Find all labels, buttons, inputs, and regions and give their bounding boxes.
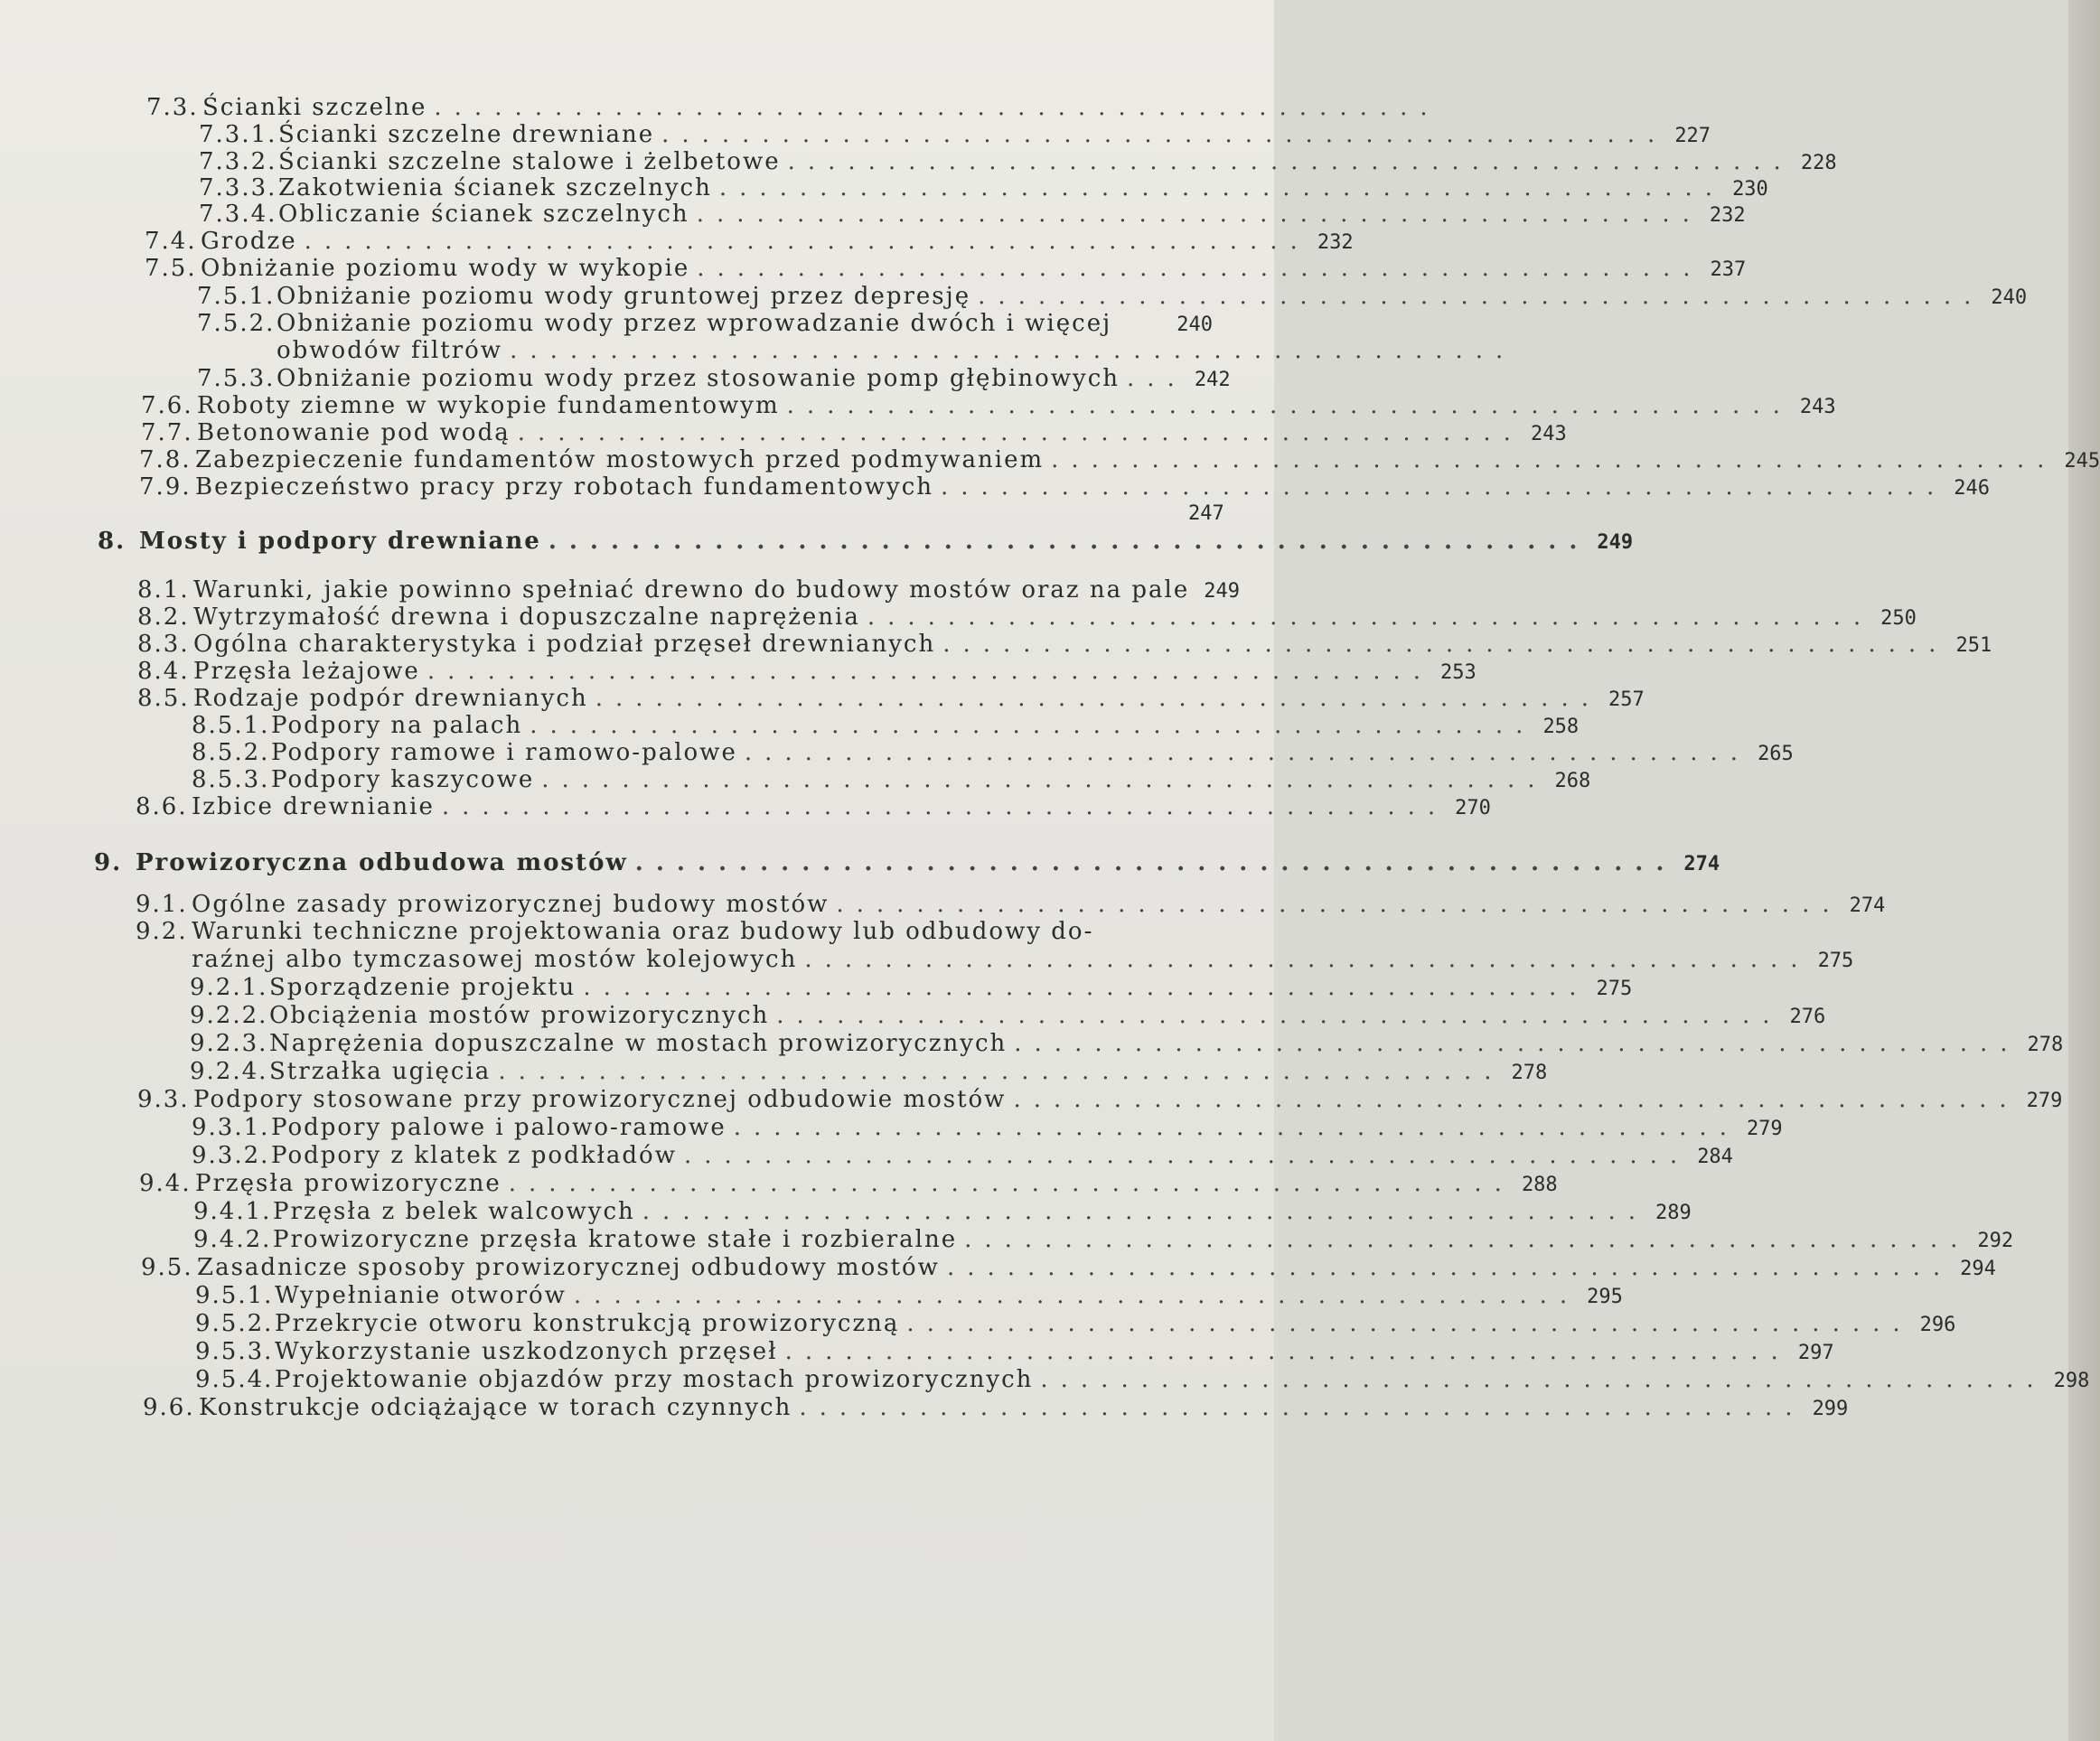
entry-number: 8.5.3.: [192, 766, 270, 793]
toc-entry: [139, 473, 1990, 502]
entry-title: Podpory na palach: [271, 712, 523, 739]
entry-number: 9.4.: [139, 1170, 192, 1197]
leader-dots: ..................................................: [595, 685, 1601, 712]
leader-dots: ..................................................: [517, 419, 1523, 446]
entry-number: 9.2.3.: [190, 1030, 268, 1057]
toc-entry: [195, 1338, 1834, 1367]
entry-title: Obniżanie poziomu wody przez stosowanie pomp głębinowych: [277, 365, 1120, 392]
page-number: 250: [1880, 607, 1917, 630]
toc-entry: [136, 891, 1886, 920]
chapter-title: Prowizoryczna odbudowa mostów: [136, 849, 628, 876]
entry-title: Betonowanie pod wodą: [197, 419, 511, 446]
entry-number: 9.4.2.: [193, 1226, 272, 1253]
leader-dots: ..................................................: [1051, 446, 2058, 473]
entry-number: 7.4.: [145, 228, 197, 255]
entry-number: 7.5.3.: [197, 365, 276, 392]
leader-dots: ..................................................: [733, 1114, 1739, 1141]
page-number: 230: [1732, 178, 1768, 201]
leader-dots: ..................................................: [867, 604, 1874, 631]
entry-number: 7.5.: [145, 255, 197, 282]
entry-number: 9.3.: [137, 1086, 190, 1113]
toc-entry: [195, 1282, 1623, 1311]
leader-dots: ..................................................: [510, 337, 1516, 364]
entry-number: 9.1.: [136, 891, 188, 918]
toc-entry: [136, 918, 1175, 945]
leader-dots: ..................................................: [508, 1170, 1514, 1197]
entry-title: Obniżanie poziomu wody gruntowej przez depresję: [277, 283, 971, 310]
page-number: 274: [1849, 894, 1886, 917]
entry-number: 7.9.: [139, 473, 192, 501]
page-number: 249: [1204, 580, 1240, 603]
leader-dots: ..................................................: [441, 793, 1448, 820]
entry-number: 8.3.: [137, 631, 190, 658]
leader-dots: ..................................................: [498, 1058, 1505, 1085]
entry-number: 7.3.: [146, 94, 199, 121]
entry-number: 8.5.1.: [192, 712, 270, 739]
page-number: 292: [1977, 1230, 2014, 1252]
entry-number: 9.5.2.: [195, 1310, 274, 1337]
toc-entry: [192, 1114, 1783, 1143]
leader-dots: ...: [1127, 365, 1187, 392]
leader-dots: ..................................................: [799, 1394, 1805, 1421]
entry-number: 7.3.4.: [199, 201, 277, 228]
toc-entry: [137, 604, 1917, 632]
page-number: 232: [1317, 231, 1354, 254]
page-number: 249: [1597, 531, 1634, 554]
entry-title: Przęsła z belek walcowych: [273, 1198, 635, 1225]
toc-entry: [190, 974, 1633, 1003]
page-number: 227: [1674, 125, 1711, 147]
leader-dots: ..................................................: [548, 528, 1590, 555]
chapter-number: 9.: [94, 849, 123, 876]
page-number: 275: [1817, 950, 1854, 972]
page-number: 243: [1530, 423, 1567, 445]
page-number: 243: [1799, 396, 1836, 418]
page-number: 299: [1812, 1398, 1849, 1420]
entry-title: Warunki techniczne projektowania oraz budowy lub odbudowy do-: [192, 918, 1094, 945]
toc-entry: [199, 174, 1768, 203]
leader-dots: ..................................................: [427, 658, 1434, 685]
entry-title: Podpory z klatek z podkładów: [271, 1142, 677, 1169]
entry-number: 9.5.4.: [195, 1366, 274, 1393]
entry-title: Bezpieczeństwo pracy przy robotach fundamentowych: [195, 473, 933, 501]
entry-number: 7.5.2.: [197, 310, 276, 337]
page-number: 278: [1511, 1062, 1548, 1084]
page-number: 288: [1521, 1174, 1558, 1196]
toc-entry: [190, 1030, 2064, 1059]
page-number: 240: [1991, 286, 2028, 309]
toc-entry: [199, 201, 1746, 229]
toc-entry: [139, 1170, 1558, 1199]
page-number: 257: [1608, 688, 1645, 711]
toc-entry: [141, 419, 1567, 448]
entry-title: obwodów filtrów: [277, 337, 503, 364]
toc-entry: [192, 1142, 1733, 1171]
page-number: 279: [2026, 1090, 2063, 1112]
entry-number: 9.4.1.: [193, 1198, 272, 1225]
leader-dots: ..................................................: [836, 891, 1842, 918]
toc-chapter: [98, 528, 1634, 557]
entry-title: Obliczanie ścianek szczelnych: [278, 201, 689, 228]
toc-entry: [137, 1086, 2063, 1115]
entry-title: Roboty ziemne w wykopie fundamentowym: [197, 392, 780, 419]
page-number: 284: [1697, 1146, 1733, 1168]
entry-title: Podpory kaszycowe: [271, 766, 535, 793]
toc-entry: [137, 658, 1477, 687]
entry-number: 8.4.: [137, 658, 190, 685]
leader-dots: ..................................................: [304, 228, 1310, 255]
entry-title: Zakotwienia ścianek szczelnych: [278, 174, 712, 201]
page-number: 245: [2064, 450, 2100, 473]
leader-dots: ..................................................: [661, 121, 1668, 148]
entry-title: Podpory stosowane przy prowizorycznej odbudowie mostów: [193, 1086, 1007, 1113]
leader-dots: ..................................................: [941, 473, 1947, 501]
entry-title: Ścianki szczelne drewniane: [278, 121, 655, 148]
entry-title: Zasadnicze sposoby prowizorycznej odbudowy mostów: [197, 1254, 940, 1281]
page-number: 274: [1683, 853, 1720, 875]
page-number: 296: [1919, 1314, 1956, 1336]
leader-dots: ..................................................: [583, 974, 1589, 1001]
entry-number: 7.6.: [141, 392, 193, 419]
leader-dots: ..................................................: [696, 201, 1702, 228]
entry-title: Obniżanie poziomu wody w wykopie: [201, 255, 690, 282]
page-number: 251: [1955, 634, 1992, 657]
page-number: 240: [1177, 314, 1213, 336]
entry-number: 9.3.1.: [192, 1114, 270, 1141]
entry-title: Podpory ramowe i ramowo-palowe: [271, 739, 737, 766]
page-number: 253: [1440, 661, 1477, 684]
toc-entry: [139, 446, 2100, 475]
toc-entry: [192, 712, 1580, 741]
entry-title: Wytrzymałość drewna i dopuszczalne naprężenia: [193, 604, 860, 631]
leader-dots: ..................................................: [530, 712, 1536, 739]
leader-dots: ..................................................: [964, 1226, 1971, 1253]
page-number: 232: [1709, 204, 1746, 227]
toc-entry: [137, 685, 1645, 714]
leader-dots: ..................................................: [804, 946, 1811, 973]
page-number: 247: [1188, 502, 1224, 525]
toc-entry: [192, 766, 1591, 795]
entry-title: Rodzaje podpór drewnianych: [193, 685, 588, 712]
entry-number: 8.6.: [136, 793, 188, 820]
toc-entry: [197, 310, 1213, 339]
page-number: 278: [2027, 1034, 2064, 1056]
toc-entry-continuation: [192, 946, 1854, 975]
entry-title: Projektowanie objazdów przy mostach prowizorycznych: [275, 1366, 1034, 1393]
page-number: 237: [1710, 258, 1747, 281]
entry-number: 8.5.: [137, 685, 190, 712]
toc-entry: [137, 631, 1992, 660]
entry-number: 9.5.3.: [195, 1338, 274, 1365]
entry-title: Zabezpieczenie fundamentów mostowych przed podmywaniem: [195, 446, 1045, 473]
page-number: 275: [1596, 978, 1633, 1000]
page-number: 270: [1455, 797, 1491, 819]
entry-title: Obciążenia mostów prowizorycznych: [269, 1002, 770, 1029]
page-number: 246: [1954, 477, 1990, 500]
leader-dots: ..................................................: [1013, 1086, 2020, 1113]
page-number: 295: [1587, 1286, 1623, 1308]
entry-title: Konstrukcje odciążające w torach czynnych: [199, 1394, 792, 1421]
entry-title: Przęsła leżajowe: [193, 658, 420, 685]
entry-title: Wypełnianie otworów: [275, 1282, 567, 1309]
leader-dots: ..................................................: [642, 1198, 1649, 1225]
toc-entry: [146, 94, 1440, 121]
toc-entry: [195, 1366, 2090, 1395]
entry-title: Strzałka ugięcia: [269, 1058, 492, 1085]
entry-number: 9.2.4.: [190, 1058, 268, 1085]
leader-dots: ..................................................: [946, 1254, 1954, 1281]
page-number: 298: [2053, 1370, 2090, 1392]
entry-number: 9.2.: [136, 918, 188, 945]
leader-dots: ..................................................: [978, 283, 1984, 310]
toc-chapter: [94, 849, 1720, 878]
entry-title: Grodze: [201, 228, 297, 255]
entry-number: 7.3.1.: [199, 121, 277, 148]
page-number: 294: [1960, 1258, 1996, 1280]
toc-entry: [199, 121, 1711, 150]
toc-entry: [141, 1254, 1996, 1283]
entry-title: Ogólna charakterystyka i podział przęseł drewnianych: [193, 631, 936, 658]
leader-dots: ..................................................: [683, 1142, 1691, 1169]
entry-number: 9.3.2.: [192, 1142, 270, 1169]
page-number: 297: [1797, 1342, 1834, 1364]
page-number: 258: [1542, 716, 1580, 738]
leader-dots: ..................................................: [787, 148, 1794, 175]
entry-number: 8.2.: [137, 604, 190, 631]
entry-title: Izbice drewnianie: [192, 793, 435, 820]
toc-entry: [193, 1198, 1692, 1227]
chapter-number: 8.: [98, 528, 127, 555]
entry-title: Prowizoryczne przęsła kratowe stałe i rozbieralne: [273, 1226, 958, 1253]
toc-entry: [193, 1226, 2014, 1255]
toc-entry-continuation: [277, 337, 1516, 364]
toc-entry: [199, 148, 1837, 177]
toc-entry: [145, 255, 1747, 284]
entry-title: Wykorzystanie uszkodzonych przęseł: [275, 1338, 778, 1365]
page-number: 268: [1554, 770, 1591, 792]
toc-entry: [145, 228, 1354, 257]
page-number: 276: [1789, 1006, 1826, 1028]
entry-title: Przęsła prowizoryczne: [195, 1170, 502, 1197]
toc-entry: [143, 1394, 1849, 1423]
page-number: 289: [1655, 1202, 1692, 1224]
toc-entry: [197, 283, 2028, 312]
entry-number: 9.2.1.: [190, 974, 268, 1001]
page-number: 242: [1194, 369, 1231, 391]
leader-dots: ..................................................: [786, 392, 1793, 419]
entry-title: Obniżanie poziomu wody przez wprowadzanie dwóch i więcej: [277, 310, 1112, 337]
entry-title: raźnej albo tymczasowej mostów kolejowych: [192, 946, 798, 973]
entry-number: 7.3.2.: [199, 148, 277, 175]
entry-number: 8.5.2.: [192, 739, 270, 766]
chapter-title: Mosty i podpory drewniane: [139, 528, 541, 555]
entry-title: Warunki, jakie powinno spełniać drewno do budowy mostów oraz na pale: [193, 576, 1190, 604]
entry-number: 9.6.: [143, 1394, 195, 1421]
entry-number: 9.5.1.: [195, 1282, 274, 1309]
toc-entry: [192, 739, 1794, 768]
entry-title: Sporządzenie projektu: [269, 974, 577, 1001]
leader-dots: ..................................................: [541, 766, 1548, 793]
entry-title: Podpory palowe i palowo-ramowe: [271, 1114, 727, 1141]
entry-number: 9.2.2.: [190, 1002, 268, 1029]
leader-dots: ..................................................: [776, 1002, 1783, 1029]
entry-number: 8.1.: [137, 576, 190, 604]
leader-dots: ..................................................: [718, 174, 1726, 201]
leader-dots: ..................................................: [697, 255, 1703, 282]
entry-number: 9.5.: [141, 1254, 193, 1281]
leader-dots: ..................................................: [1040, 1366, 2047, 1393]
entry-title: Przekrycie otworu konstrukcją prowizoryczną: [275, 1310, 900, 1337]
leader-dots: ..................................................: [784, 1338, 1791, 1365]
toc-entry: [190, 1002, 1826, 1031]
page-number: 228: [1800, 152, 1837, 174]
entry-title: Ogólne zasady prowizorycznej budowy mostów: [192, 891, 830, 918]
adjacent-page-edge: [2068, 0, 2100, 1741]
toc-entry: [136, 793, 1491, 822]
toc-entry: [195, 1310, 1956, 1339]
leader-dots: ..................................................: [634, 849, 1677, 876]
entry-title: Naprężenia dopuszczalne w mostach prowizorycznych: [269, 1030, 1008, 1057]
leader-dots: ..................................................: [573, 1282, 1580, 1309]
toc-entry: [137, 576, 1240, 605]
entry-title: Ścianki szczelne: [202, 94, 427, 121]
leader-dots: ..................................................: [434, 94, 1440, 121]
toc-entry: [141, 392, 1836, 421]
leader-dots: ..................................................: [942, 631, 1949, 658]
toc-page-only: [1188, 501, 1224, 528]
page-number: 265: [1758, 743, 1794, 765]
page-number: 279: [1746, 1118, 1783, 1140]
entry-title: Ścianki szczelne stalowe i żelbetowe: [278, 148, 781, 175]
leader-dots: ..................................................: [906, 1310, 1913, 1337]
entry-number: 7.5.1.: [197, 283, 276, 310]
toc-entry: [197, 365, 1231, 394]
entry-number: 7.3.3.: [199, 174, 277, 201]
entry-number: 7.8.: [139, 446, 192, 473]
leader-dots: ..................................................: [744, 739, 1751, 766]
leader-dots: ..................................................: [1014, 1030, 2020, 1057]
entry-number: 7.7.: [141, 419, 193, 446]
toc-entry: [190, 1058, 1548, 1087]
